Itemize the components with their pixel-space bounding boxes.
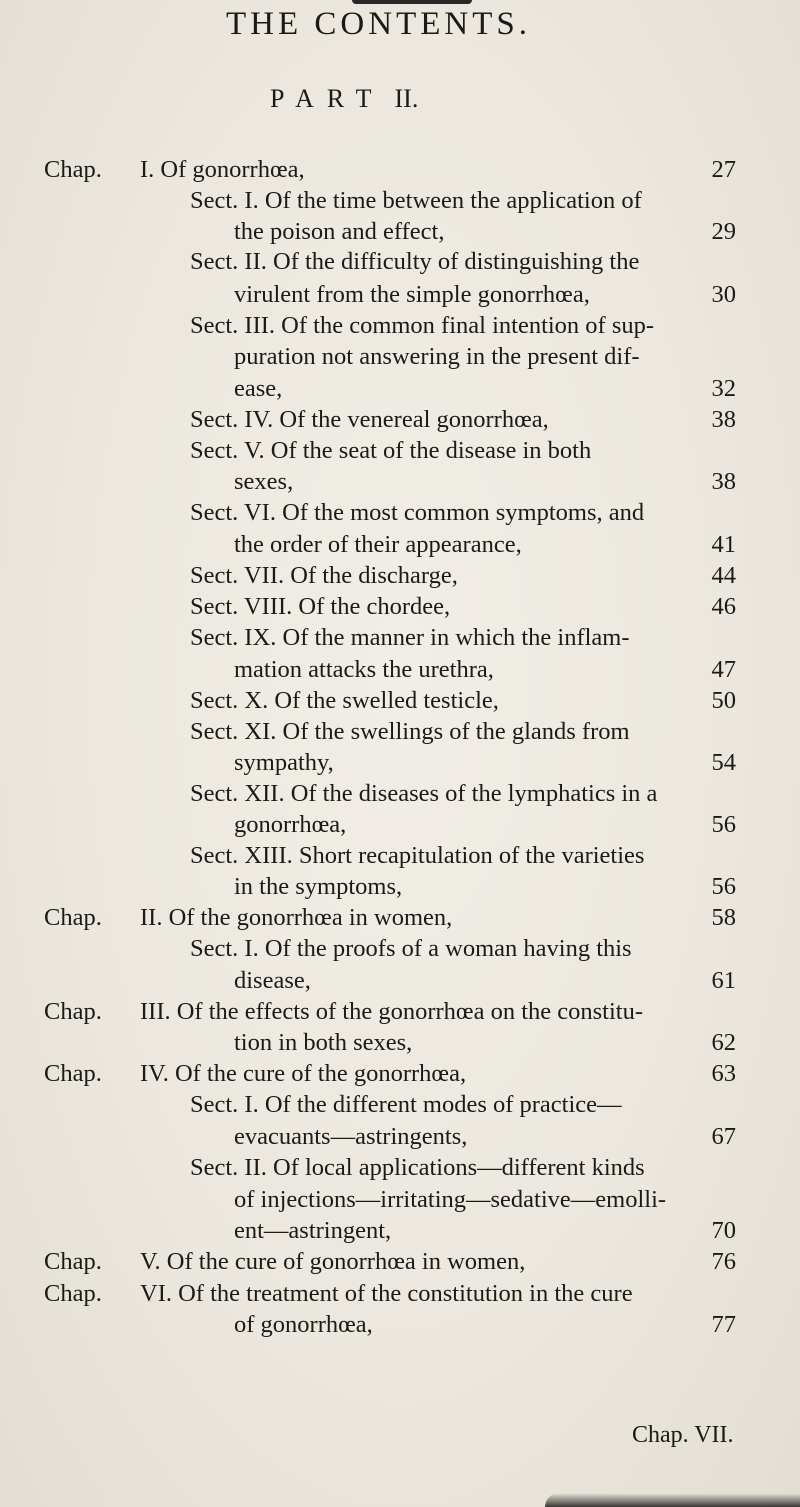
entry-title-line: Sect. VIII. Of the chordee, bbox=[190, 593, 451, 620]
entry-title-line: Sect. XI. Of the swellings of the glands from bbox=[190, 718, 630, 745]
page-number: 54 bbox=[711, 749, 736, 776]
entry-continuation-line: tion in both sexes, bbox=[234, 1029, 413, 1056]
entry-title-line: Sect. I. Of the proofs of a woman having this bbox=[190, 935, 632, 962]
catchword: Chap. VII. bbox=[632, 1422, 734, 1448]
page-number: 67 bbox=[711, 1123, 736, 1150]
footer-ornament-rule bbox=[545, 1493, 800, 1507]
entry-continuation-line: virulent from the simple gonorrhœa, bbox=[234, 281, 590, 308]
page-number: 58 bbox=[711, 904, 736, 931]
entry-title-line: Sect. X. Of the swelled testicle, bbox=[190, 687, 499, 714]
page-number: 27 bbox=[711, 156, 736, 183]
entry-title-line: Sect. VI. Of the most common symptoms, and bbox=[190, 499, 645, 526]
page-number: 32 bbox=[711, 375, 736, 402]
entry-continuation-line: of gonorrhœa, bbox=[234, 1311, 373, 1338]
entry-continuation-line: of injections—irritating—sedative—emolli- bbox=[234, 1186, 667, 1213]
page-number: 70 bbox=[711, 1217, 736, 1244]
page-number: 29 bbox=[711, 218, 736, 245]
page-number: 38 bbox=[711, 468, 736, 495]
entry-continuation-line: mation attacks the urethra, bbox=[234, 656, 494, 683]
page-number: 47 bbox=[711, 656, 736, 683]
chapter-label: Chap. bbox=[44, 1248, 102, 1275]
page-number: 44 bbox=[711, 562, 736, 589]
entry-continuation-line: sexes, bbox=[234, 468, 294, 495]
entry-continuation-line: puration not answering in the present dif- bbox=[234, 343, 640, 370]
page-number: 77 bbox=[711, 1311, 736, 1338]
entry-continuation-line: ease, bbox=[234, 375, 283, 402]
page-number: 61 bbox=[711, 967, 736, 994]
entry-title-line: III. Of the effects of the gonorrhœa on the constitu- bbox=[140, 998, 643, 1025]
page-number: 38 bbox=[711, 406, 736, 433]
page-number: 46 bbox=[711, 593, 736, 620]
page-number: 41 bbox=[711, 531, 736, 558]
entry-title-line: VI. Of the treatment of the constitution in the cure bbox=[140, 1280, 633, 1307]
entry-continuation-line: sympathy, bbox=[234, 749, 334, 776]
entry-title-line: Sect. XIII. Short recapitulation of the varieties bbox=[190, 842, 645, 869]
entry-continuation-line: evacuants—astringents, bbox=[234, 1123, 468, 1150]
entry-title-line: V. Of the cure of gonorrhœa in women, bbox=[140, 1248, 526, 1275]
entry-title-line: Sect. I. Of the different modes of practice— bbox=[190, 1091, 622, 1118]
page-number: 62 bbox=[711, 1029, 736, 1056]
chapter-label: Chap. bbox=[44, 1060, 102, 1087]
entry-title-line: Sect. II. Of local applications—different kinds bbox=[190, 1154, 645, 1181]
entry-title-line: Sect. II. Of the difficulty of distinguishing the bbox=[190, 248, 640, 275]
entry-title-line: Sect. IX. Of the manner in which the inflam- bbox=[190, 624, 630, 651]
entry-continuation-line: the poison and effect, bbox=[234, 218, 445, 245]
entry-title-line: Sect. I. Of the time between the application of bbox=[190, 187, 642, 214]
chapter-label: Chap. bbox=[44, 904, 102, 931]
entry-continuation-line: ent—astringent, bbox=[234, 1217, 392, 1244]
entry-title-line: Sect. V. Of the seat of the disease in both bbox=[190, 437, 592, 464]
page-number: 63 bbox=[711, 1060, 736, 1087]
entry-title-line: II. Of the gonorrhœa in women, bbox=[140, 904, 453, 931]
chapter-label: Chap. bbox=[44, 1280, 102, 1307]
chapter-label: Chap. bbox=[44, 156, 102, 183]
entry-continuation-line: in the symptoms, bbox=[234, 873, 403, 900]
entry-title-line: I. Of gonorrhœa, bbox=[140, 156, 305, 183]
page-number: 56 bbox=[711, 811, 736, 838]
chapter-label: Chap. bbox=[44, 998, 102, 1025]
part-heading bbox=[270, 84, 570, 114]
running-head: THE CONTENTS. bbox=[226, 6, 531, 42]
header-ornament-rule bbox=[352, 0, 472, 4]
part-heading-word: PART bbox=[270, 84, 385, 113]
page-number: 76 bbox=[711, 1248, 736, 1275]
entry-title-line: Sect. IV. Of the venereal gonorrhœa, bbox=[190, 406, 549, 433]
entry-continuation-line: disease, bbox=[234, 967, 311, 994]
entry-continuation-line: gonorrhœa, bbox=[234, 811, 347, 838]
entry-title-line: Sect. III. Of the common final intention of sup- bbox=[190, 312, 655, 339]
part-heading-number: II. bbox=[394, 84, 419, 113]
entry-continuation-line: the order of their appearance, bbox=[234, 531, 522, 558]
entry-title-line: Sect. VII. Of the discharge, bbox=[190, 562, 458, 589]
page-number: 50 bbox=[711, 687, 736, 714]
entry-title-line: IV. Of the cure of the gonorrhœa, bbox=[140, 1060, 467, 1087]
entry-title-line: Sect. XII. Of the diseases of the lymphatics in a bbox=[190, 780, 658, 807]
page-number: 56 bbox=[711, 873, 736, 900]
page-number: 30 bbox=[711, 281, 736, 308]
